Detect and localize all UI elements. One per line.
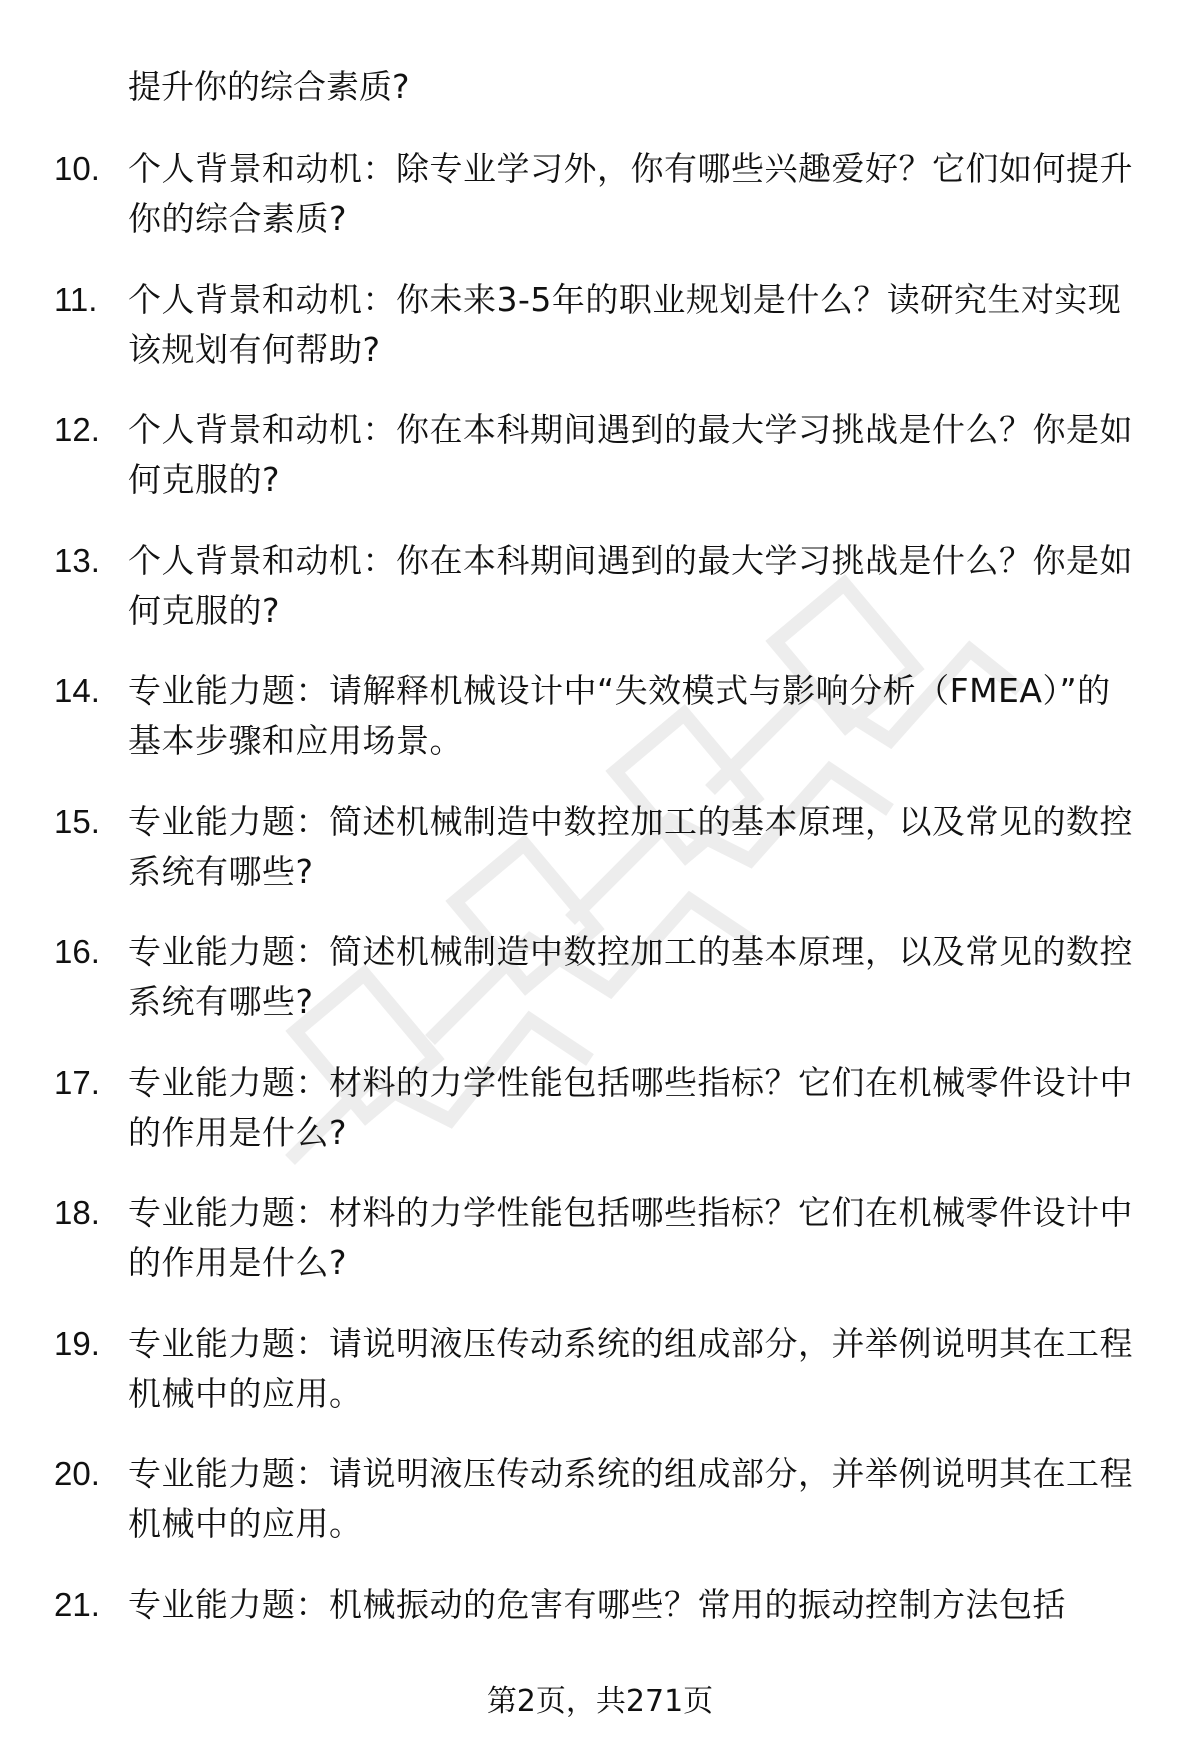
list-item	[0, 132, 1200, 263]
list-item	[0, 524, 1200, 655]
question-text: 专业能力题：机械振动的危害有哪些？常用的振动控制方法包括	[128, 1584, 1066, 1624]
list-item	[0, 654, 1200, 785]
page-footer: 第2页，共271页	[486, 1684, 714, 1719]
question-number: 13.	[54, 541, 100, 579]
question-number: 17.	[54, 1063, 100, 1101]
question-text: 专业能力题：请说明液压传动系统的组成部分，并举例说明其在工程机械中的应用。	[128, 1323, 1133, 1413]
list-item	[0, 785, 1200, 916]
question-text: 个人背景和动机：你在本科期间遇到的最大学习挑战是什么？你是如何克服的?	[128, 540, 1133, 630]
question-text: 个人背景和动机：你未来3-5年的职业规划是什么？读研究生对实现该规划有何帮助?	[128, 279, 1122, 369]
list-item	[0, 393, 1200, 524]
question-number: 10.	[54, 150, 100, 187]
question-number: 16.	[54, 933, 100, 970]
question-number: 21.	[54, 1585, 100, 1623]
question-number: 11.	[54, 280, 98, 318]
continued-question-text: 提升你的综合素质?	[128, 67, 410, 106]
question-number: 14.	[54, 672, 100, 709]
list-item	[0, 1568, 1200, 1699]
question-text: 专业能力题：简述机械制造中数控加工的基本原理，以及常见的数控系统有哪些?	[128, 932, 1133, 1021]
question-number: 20.	[54, 1455, 100, 1492]
question-text: 专业能力题：材料的力学性能包括哪些指标？它们在机械零件设计中的作用是什么?	[128, 1062, 1133, 1152]
list-item	[0, 1307, 1200, 1438]
list-item	[0, 1437, 1200, 1568]
question-text: 个人背景和动机：除专业学习外，你有哪些兴趣爱好？它们如何提升你的综合素质?	[128, 149, 1133, 238]
question-number: 18.	[54, 1194, 100, 1231]
list-item	[0, 263, 1200, 394]
question-text: 专业能力题：请说明液压传动系统的组成部分，并举例说明其在工程机械中的应用。	[128, 1454, 1133, 1543]
question-number: 12.	[54, 411, 100, 448]
list-item	[0, 915, 1200, 1046]
question-list	[0, 132, 1200, 1698]
question-number: 15.	[54, 802, 100, 840]
list-item	[0, 1046, 1200, 1177]
question-text: 专业能力题：材料的力学性能包括哪些指标？它们在机械零件设计中的作用是什么?	[128, 1193, 1133, 1282]
question-text: 专业能力题：请解释机械设计中“失效模式与影响分析（FMEA）”的基本步骤和应用场景。	[128, 671, 1111, 760]
list-item	[0, 1176, 1200, 1307]
question-text: 个人背景和动机：你在本科期间遇到的最大学习挑战是什么？你是如何克服的?	[128, 410, 1133, 499]
question-number: 19.	[54, 1324, 100, 1362]
question-text: 专业能力题：简述机械制造中数控加工的基本原理，以及常见的数控系统有哪些?	[128, 801, 1133, 891]
